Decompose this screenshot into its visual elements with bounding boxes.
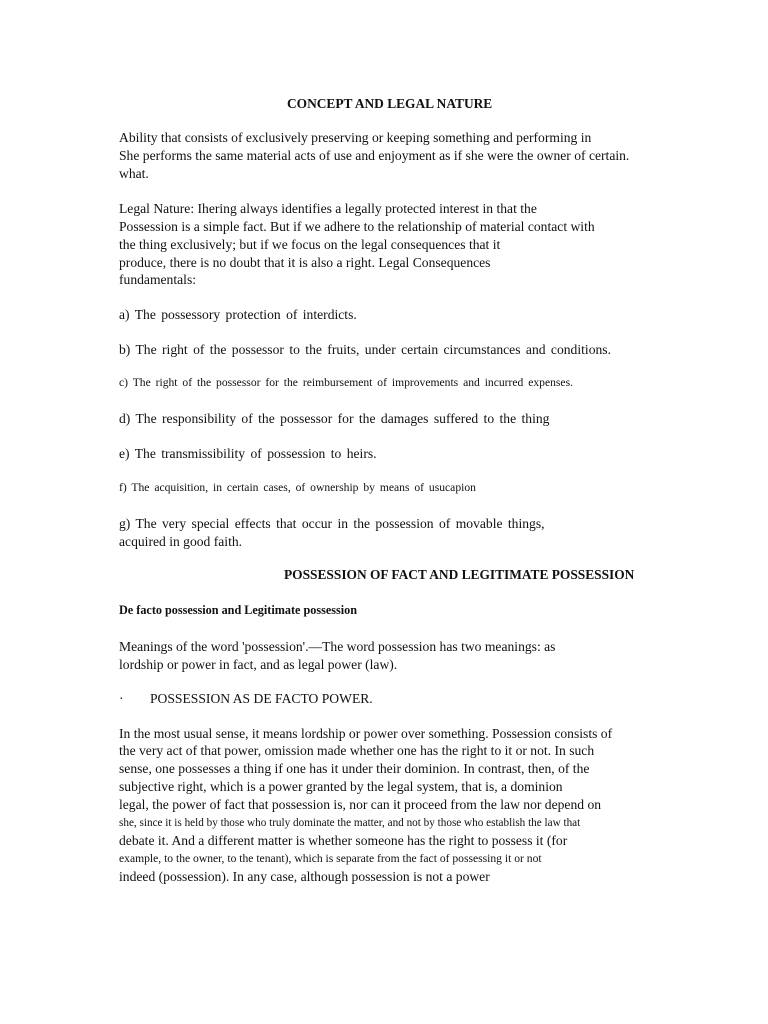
meanings-line-2: lordship or power in fact, and as legal power (law). bbox=[119, 657, 398, 672]
consequence-a: a) The possessory protection of interdicts. bbox=[119, 307, 357, 322]
intro-line-2: She performs the same material acts of use and enjoyment as if she were the owner of certain. bbox=[119, 148, 630, 163]
paragraph-line-4: subjective right, which is a power granted by the legal system, that is, a dominion bbox=[119, 779, 563, 794]
paragraph-line-8: example, to the owner, to the tenant), which is separate from the fact of possessing it or not bbox=[119, 852, 542, 865]
paragraph-line-1: In the most usual sense, it means lordship or power over something. Possession consists of bbox=[119, 726, 613, 741]
consequence-b: b) The right of the possessor to the fruits, under certain circumstances and conditions. bbox=[119, 342, 611, 357]
paragraph-line-7: debate it. And a different matter is whether someone has the right to possess it (for bbox=[119, 833, 568, 848]
consequence-g-line-2: acquired in good faith. bbox=[119, 534, 243, 549]
paragraph-line-3: sense, one possesses a thing if one has it under their dominion. In contrast, then, of the bbox=[119, 761, 590, 776]
section-title: POSSESSION OF FACT AND LEGITIMATE POSSESSION bbox=[284, 567, 635, 582]
paragraph-line-5: legal, the power of fact that possession is, nor can it proceed from the law nor depend on bbox=[119, 797, 602, 812]
consequence-e: e) The transmissibility of possession to heirs. bbox=[119, 446, 377, 461]
paragraph-line-9: indeed (possession). In any case, although possession is not a power bbox=[119, 869, 490, 884]
intro-line-3: what. bbox=[119, 166, 149, 181]
legal-nature-line-3: the thing exclusively; but if we focus on the legal consequences that it bbox=[119, 237, 501, 252]
consequence-f: f) The acquisition, in certain cases, of ownership by means of usucapion bbox=[119, 481, 476, 494]
meanings-line-1: Meanings of the word 'possession'.—The word possession has two meanings: as bbox=[119, 639, 556, 654]
intro-line-1: Ability that consists of exclusively preserving or keeping something and performing in bbox=[119, 130, 592, 145]
legal-nature-line-4: produce, there is no doubt that it is also a right. Legal Consequences bbox=[119, 255, 491, 270]
subsection-title: De facto possession and Legitimate possession bbox=[119, 603, 358, 617]
consequence-g-line-1: g) The very special effects that occur in the possession of movable things, bbox=[119, 516, 545, 531]
consequence-c: c) The right of the possessor for the reimbursement of improvements and incurred expenses. bbox=[119, 376, 573, 389]
consequence-d: d) The responsibility of the possessor for the damages suffered to the thing bbox=[119, 411, 550, 426]
bullet-heading: POSSESSION AS DE FACTO POWER. bbox=[150, 691, 373, 706]
paragraph-line-6: she, since it is held by those who truly dominate the matter, and not by those who establish the law that bbox=[119, 817, 581, 829]
legal-nature-line-5: fundamentals: bbox=[119, 272, 197, 287]
legal-nature-line-2: Possession is a simple fact. But if we adhere to the relationship of material contact with bbox=[119, 219, 595, 234]
bullet-mark: · bbox=[119, 691, 124, 706]
document-title: CONCEPT AND LEGAL NATURE bbox=[287, 96, 493, 111]
legal-nature-line-1: Legal Nature: Ihering always identifies a legally protected interest in that the bbox=[119, 201, 537, 216]
paragraph-line-2: the very act of that power, omission made whether one has the right to it or not. In such bbox=[119, 743, 595, 758]
